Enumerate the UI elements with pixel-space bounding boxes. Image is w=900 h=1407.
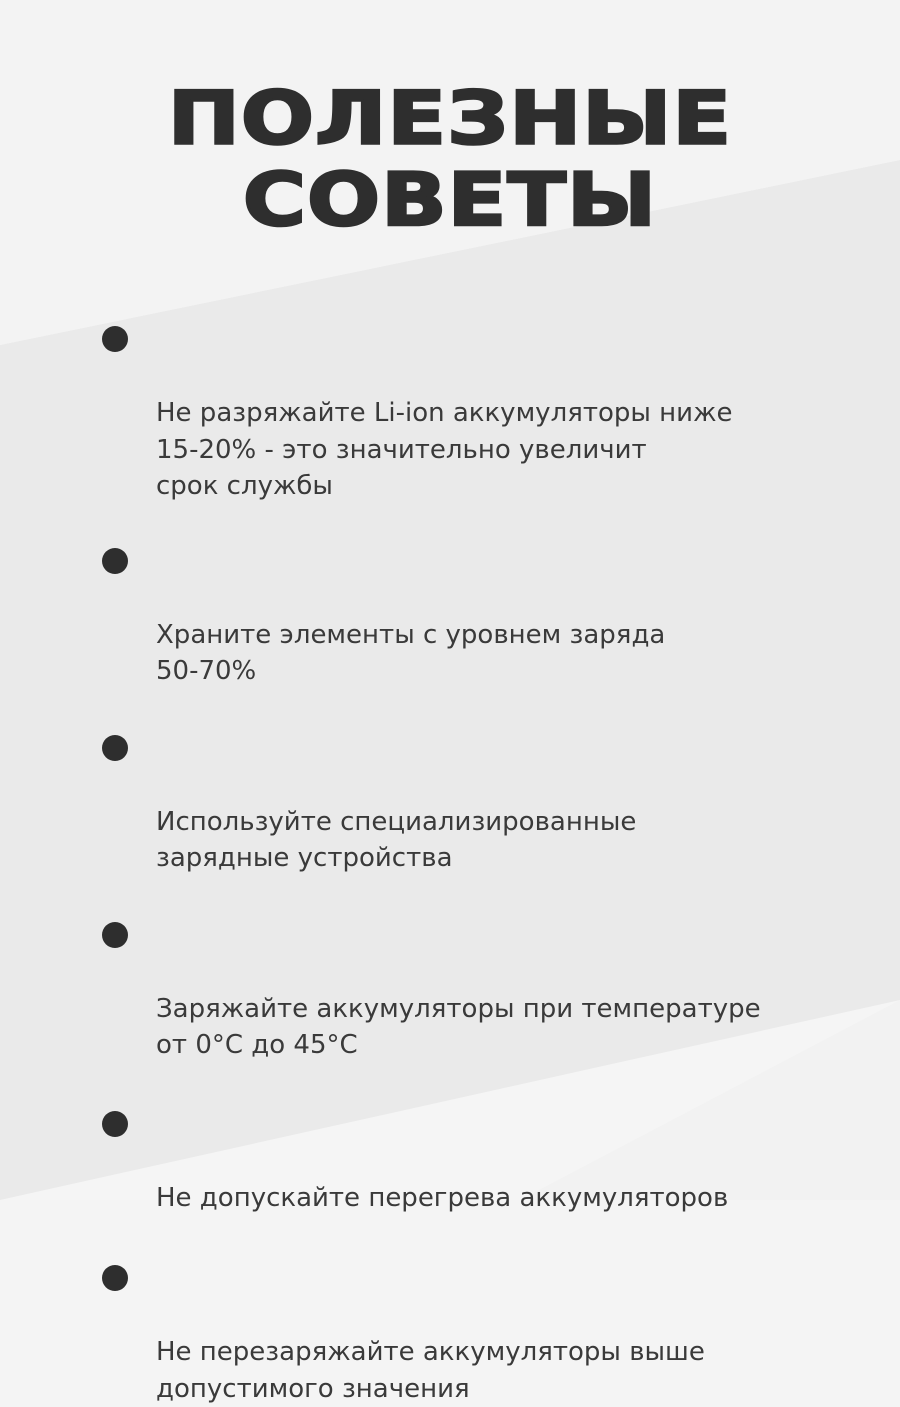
bullet-dot-icon xyxy=(102,1265,128,1291)
tip-text: Не допускайте перегрева аккумуляторов xyxy=(156,1182,729,1213)
tip-text: Не разряжайте Li-ion аккумуляторы ниже 15-20% - это значительно увеличит срок службы xyxy=(156,398,733,501)
tip-text: Не перезаряжайте аккумуляторы выше допустимого значения xyxy=(156,1337,705,1404)
bullet-dot-icon xyxy=(102,922,128,948)
bullet-dot-icon xyxy=(102,326,128,352)
tip-item xyxy=(100,1261,820,1407)
bullet-dot-icon xyxy=(102,548,128,574)
tip-item xyxy=(100,731,820,877)
tip-text: Заряжайте аккумуляторы при температуре от 0°С до 45°С xyxy=(156,993,761,1060)
tips-list xyxy=(100,322,820,1407)
tip-item xyxy=(100,544,820,690)
tip-text: Используйте специализированные зарядные устройства xyxy=(156,806,637,873)
tip-item xyxy=(100,918,820,1064)
tip-text: Храните элементы с уровнем заряда 50-70% xyxy=(156,619,666,686)
page-title: ПОЛЕЗНЫЕ СОВЕТЫ xyxy=(167,76,733,243)
bullet-dot-icon xyxy=(102,1111,128,1137)
bullet-dot-icon xyxy=(102,735,128,761)
tip-item xyxy=(100,322,820,505)
